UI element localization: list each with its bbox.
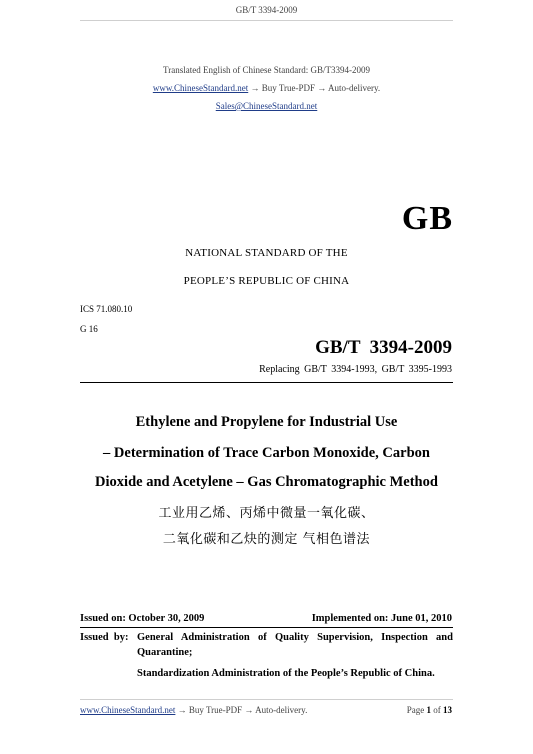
footer-buy-text: → Buy True-PDF → Auto-delivery. <box>175 705 308 715</box>
standard-rule <box>80 382 453 383</box>
sales-email-link[interactable]: Sales@ChineseStandard.net <box>215 101 318 111</box>
national-standard-line1: NATIONAL STANDARD OF THE <box>185 247 348 259</box>
chinesestandard-link[interactable]: www.ChineseStandard.net <box>152 83 249 93</box>
footer-chinesestandard-link[interactable]: www.ChineseStandard.net <box>80 705 176 715</box>
issued-by-1b: Quarantine; <box>137 647 193 658</box>
title-cn-line2: 二氧化碳和乙炔的测定 气相色谱法 <box>162 532 371 547</box>
implemented-on: Implemented on: June 01, 2010 <box>311 613 452 624</box>
issued-by-label: Issued by: <box>80 632 129 643</box>
ics-code: ICS 71.080.10 <box>80 304 133 314</box>
page-indicator <box>407 705 452 715</box>
issued-by-1: General Administration of Quality Supervision, Inspection and <box>137 632 453 643</box>
replacing-note: Replacing GB/T 3394-1993, GB/T 3395-1993 <box>259 364 452 375</box>
gb-mark: GB <box>401 200 453 237</box>
footer-rule <box>80 699 453 700</box>
issue-rule <box>80 627 453 628</box>
page-of: of <box>433 705 441 715</box>
title-en-line3: Dioxide and Acetylene – Gas Chromatographic Method <box>95 474 438 490</box>
buy-text: → Buy True-PDF → Auto-delivery. <box>248 83 381 93</box>
issued-by-2: Standardization Administration of the People’s Republic of China. <box>137 668 435 679</box>
purchase-line <box>0 83 533 93</box>
email-line <box>0 101 533 111</box>
page-total: 13 <box>443 705 452 715</box>
title-en-line1: Ethylene and Propylene for Industrial Use <box>135 414 398 430</box>
classification-code: G 16 <box>80 324 98 334</box>
header-rule <box>80 20 453 21</box>
footer-purchase-line <box>80 705 307 715</box>
national-standard-line2: PEOPLE’S REPUBLIC OF CHINA <box>183 275 350 287</box>
title-en-line2: – Determination of Trace Carbon Monoxide, Carbon <box>103 445 430 461</box>
standard-number: GB/T 3394-2009 <box>315 337 452 358</box>
running-header: GB/T 3394-2009 <box>235 5 298 15</box>
translation-notice: Translated English of Chinese Standard: GB/T3394-2009 <box>163 65 370 75</box>
issued-on: Issued on: October 30, 2009 <box>80 613 205 624</box>
page-current: 1 <box>426 705 431 715</box>
title-cn-line1: 工业用乙烯、丙烯中微量一氧化碳、 <box>158 506 375 521</box>
page-label: Page <box>406 705 425 715</box>
